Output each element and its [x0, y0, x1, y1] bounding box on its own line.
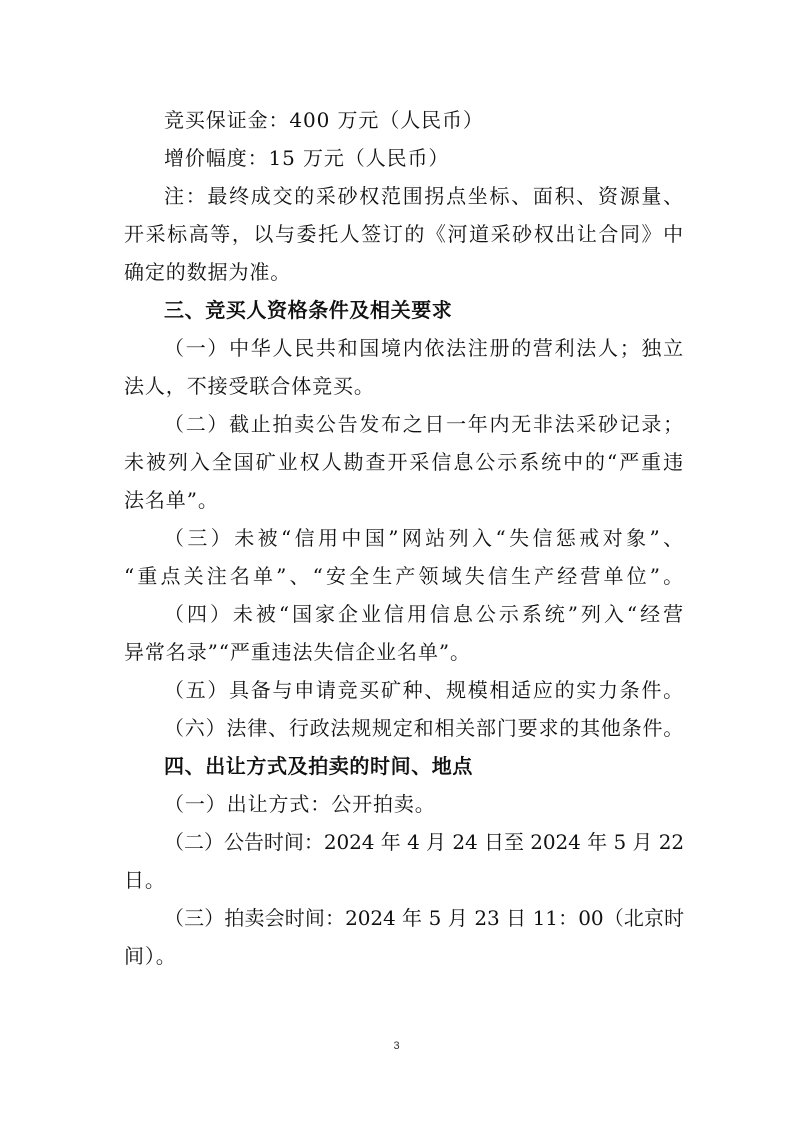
req-5-line: （五）具备与申请竞买矿种、规模相适应的实力条件。	[164, 678, 684, 702]
auction-time-line-1: （三）拍卖会时间：2024 年 5 月 23 日 11：00（北京时	[164, 906, 684, 930]
req-4-line-2: 异常名录”“严重违法失信企业名单”。	[124, 640, 471, 664]
deposit-line: 竞买保证金：400 万元（人民币）	[164, 108, 484, 132]
req-2-line-2: 未被列入全国矿业权人勘查开采信息公示系统中的“严重违	[124, 450, 684, 474]
notice-period-line-1: （二）公告时间：2024 年 4 月 24 日至 2024 年 5 月 22	[164, 830, 684, 854]
note-line-3: 确定的数据为准。	[124, 260, 292, 284]
req-3-line-2: “重点关注名单”、“安全生产领域失信生产经营单位”。	[124, 564, 684, 588]
auction-time-line-2: 间）。	[124, 944, 177, 968]
req-1-line-2: 法人，不接受联合体竞买。	[124, 374, 375, 398]
req-6-line: （六）法律、行政法规规定和相关部门要求的其他条件。	[164, 716, 684, 740]
transfer-method-line: （一）出让方式：公开拍卖。	[164, 792, 436, 816]
note-line-2: 开采标高等，以与委托人签订的《河道采砂权出让合同》中	[124, 222, 684, 246]
section-heading-4: 四、出让方式及拍卖的时间、地点	[164, 754, 473, 778]
req-1-line-1: （一）中华人民共和国境内依法注册的营利法人；独立	[164, 336, 684, 360]
req-4-line-1: （四）未被“国家企业信用信息公示系统”列入“经营	[164, 602, 684, 626]
page-number: 3	[393, 1040, 400, 1052]
req-3-line-1: （三）未被“信用中国”网站列入“失信惩戒对象”、	[164, 526, 684, 550]
req-2-line-3: 法名单”。	[124, 488, 219, 512]
notice-period-line-2: 日。	[124, 868, 166, 892]
req-2-line-1: （二）截止拍卖公告发布之日一年内无非法采砂记录；	[164, 412, 684, 436]
section-heading-3: 三、竞买人资格条件及相关要求	[164, 298, 453, 322]
note-line-1: 注：最终成交的采砂权范围拐点坐标、面积、资源量、	[164, 184, 684, 208]
bid-increment-line: 增价幅度：15 万元（人民币）	[164, 146, 450, 170]
